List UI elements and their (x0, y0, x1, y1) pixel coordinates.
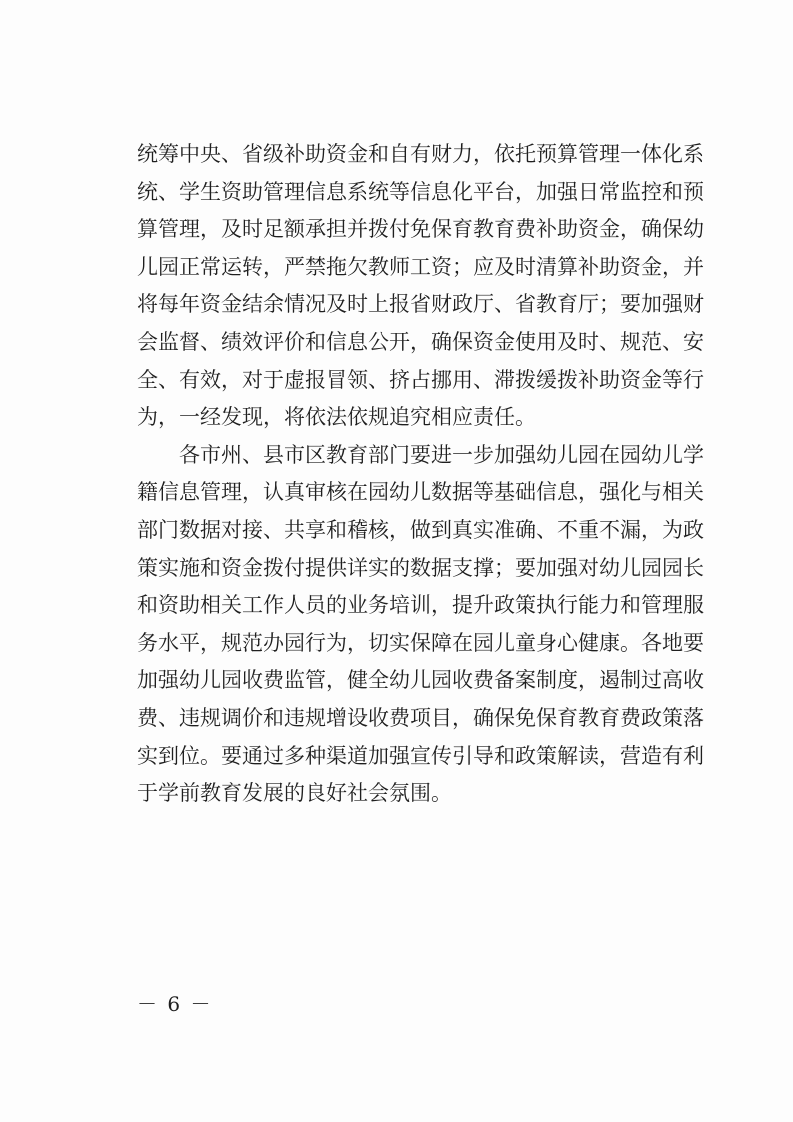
text-line: 实到位。要通过多种渠道加强宣传引导和政策解读，营造有利 (137, 743, 704, 768)
text-line: 儿园正常运转，严禁拖欠教师工资；应及时清算补助资金，并 (137, 254, 704, 279)
text-line: 全、有效，对于虚报冒领、挤占挪用、滞拨缓拨补助资金等行 (137, 367, 704, 392)
body-text (137, 136, 704, 813)
text-line: 算管理，及时足额承担并拨付免保育教育费补助资金，确保幼 (137, 217, 704, 242)
text-line: 部门数据对接、共享和稽核，做到真实准确、不重不漏，为政 (137, 517, 704, 542)
text-line: 和资助相关工作人员的业务培训，提升政策执行能力和管理服 (137, 593, 704, 618)
text-line: 统、学生资助管理信息系统等信息化平台，加强日常监控和预 (137, 179, 704, 204)
text-line: 于学前教育发展的良好社会氛围。 (137, 781, 452, 806)
paragraph-2 (137, 437, 704, 813)
paragraph-1 (137, 136, 704, 437)
text-line: 务水平，规范办园行为，切实保障在园儿童身心健康。各地要 (137, 630, 704, 655)
text-line: 费、违规调价和违规增设收费项目，确保免保育教育费政策落 (137, 705, 704, 730)
text-line: 加强幼儿园收费监管，健全幼儿园收费备案制度，遏制过高收 (137, 668, 704, 693)
text-line: 为，一经发现，将依法依规追究相应责任。 (137, 405, 536, 430)
text-line: 各市州、县市区教育部门要进一步加强幼儿园在园幼儿学 (179, 442, 704, 467)
page-number: － 6 － (137, 992, 213, 1016)
text-line: 统筹中央、省级补助资金和自有财力，依托预算管理一体化系 (137, 142, 704, 166)
text-line: 籍信息管理，认真审核在园幼儿数据等基础信息，强化与相关 (137, 480, 704, 505)
text-line: 会监督、绩效评价和信息公开，确保资金使用及时、规范、安 (137, 329, 704, 354)
text-line: 将每年资金结余情况及时上报省财政厅、省教育厅；要加强财 (137, 292, 704, 317)
text-line: 策实施和资金拨付提供详实的数据支撑；要加强对幼儿园园长 (137, 555, 704, 580)
